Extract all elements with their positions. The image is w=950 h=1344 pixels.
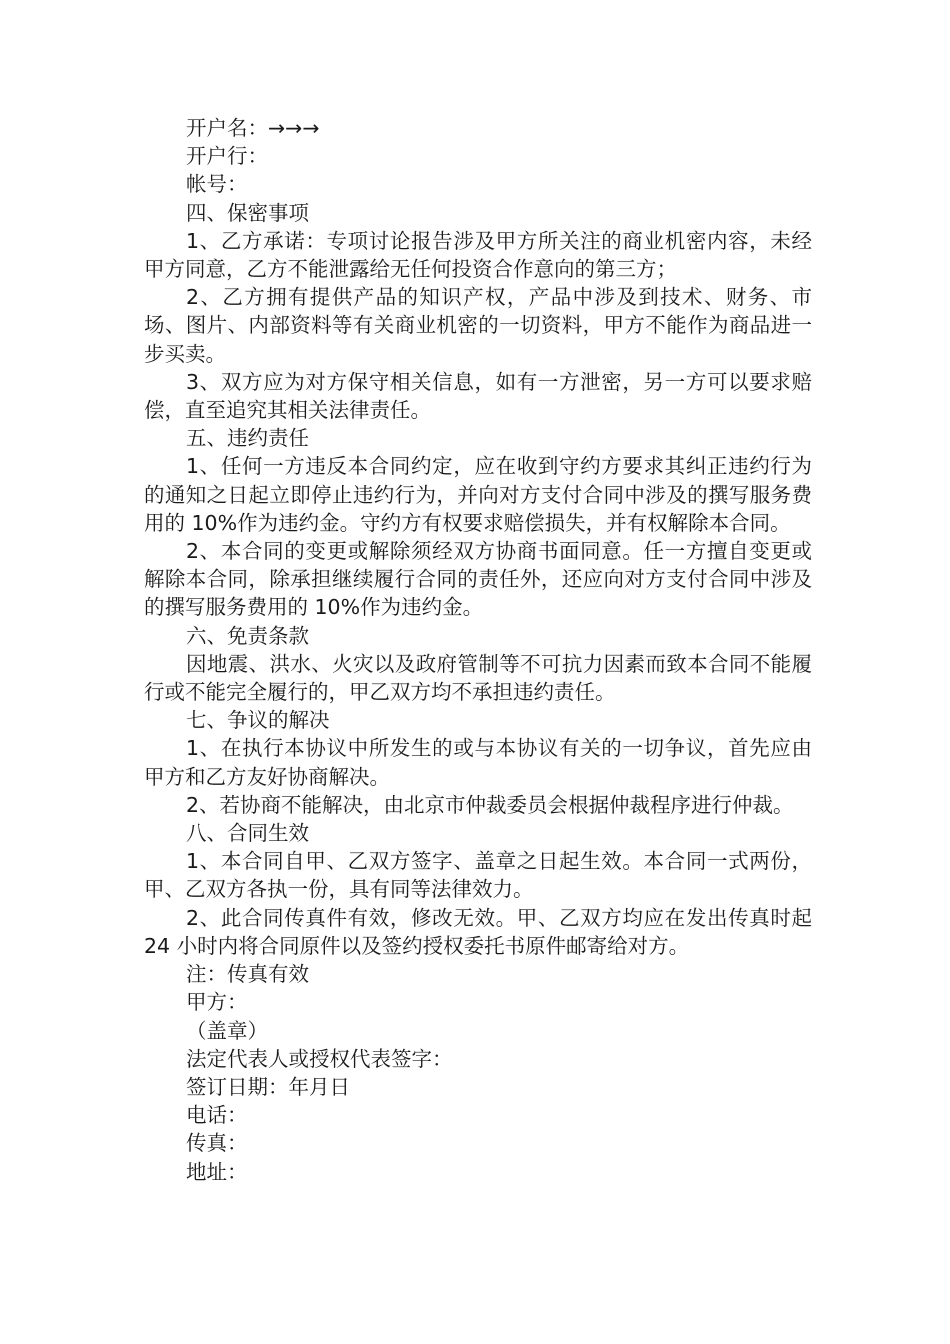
section-heading-effect: 八、合同生效 <box>186 821 309 846</box>
clause-paragraph: 1、乙方承诺：专项讨论报告涉及甲方所关注的商业机密内容，未经甲方同意，乙方不能泄露给无任何投资合作意向的第三方； <box>144 228 812 282</box>
phone-label: 电话： <box>186 1103 248 1128</box>
account-number-line: 帐号： <box>186 172 248 197</box>
section-heading-liability: 五、违约责任 <box>186 426 309 451</box>
signing-date-label: 签订日期：年月日 <box>186 1074 350 1099</box>
clause-paragraph: 1、本合同自甲、乙双方签字、盖章之日起生效。本合同一式两份，甲、乙双方各执一份，具有同等法律效力。 <box>144 849 812 902</box>
representative-signature-label: 法定代表人或授权代表签字： <box>186 1046 453 1071</box>
account-name-line: 开户名：→→→ <box>186 116 320 140</box>
account-bank-line: 开户行： <box>186 144 268 169</box>
section-heading-exemption: 六、免责条款 <box>186 623 309 648</box>
section-heading-dispute: 七、争议的解决 <box>186 708 330 733</box>
fax-note: 注：传真有效 <box>186 962 309 987</box>
party-a-label: 甲方： <box>186 990 248 1015</box>
clause-paragraph: 2、乙方拥有提供产品的知识产权，产品中涉及到技术、财务、市场、图片、内部资料等有关商业机密的一切资料，甲方不能作为商品进一步买卖。 <box>144 285 812 366</box>
section-heading-confidentiality: 四、保密事项 <box>186 200 309 225</box>
clause-paragraph: 2、此合同传真件有效，修改无效。甲、乙双方均应在发出传真时起 24 小时内将合同原件以及签约授权委托书原件邮寄给对方。 <box>144 905 812 958</box>
seal-label: （盖章） <box>186 1018 268 1043</box>
clause-paragraph: 1、在执行本协议中所发生的或与本协议有关的一切争议，首先应由甲方和乙方友好协商解决。 <box>144 736 812 789</box>
fax-label: 传真： <box>186 1131 248 1156</box>
clause-paragraph: 1、任何一方违反本合同约定，应在收到守约方要求其纠正违约行为的通知之日起立即停止违约行为，并向对方支付合同中涉及的撰写服务费用的 10%作为违约金。守约方有权要求赔偿损失，并有权解除本合同。 <box>144 454 812 535</box>
clause-paragraph: 2、若协商不能解决，由北京市仲裁委员会根据仲裁程序进行仲裁。 <box>186 792 794 817</box>
clause-paragraph: 因地震、洪水、火灾以及政府管制等不可抗力因素而致本合同不能履行或不能完全履行的，甲乙双方均不承担违约责任。 <box>144 651 812 705</box>
address-label: 地址： <box>186 1159 248 1184</box>
clause-paragraph: 2、本合同的变更或解除须经双方协商书面同意。任一方擅自变更或解除本合同，除承担继续履行合同的责任外，还应向对方支付合同中涉及的撰写服务费用的 10%作为违约金。 <box>144 539 812 620</box>
clause-paragraph: 3、双方应为对方保守相关信息，如有一方泄密，另一方可以要求赔偿，直至追究其相关法律责任。 <box>144 369 812 423</box>
contract-page <box>144 114 812 1186</box>
